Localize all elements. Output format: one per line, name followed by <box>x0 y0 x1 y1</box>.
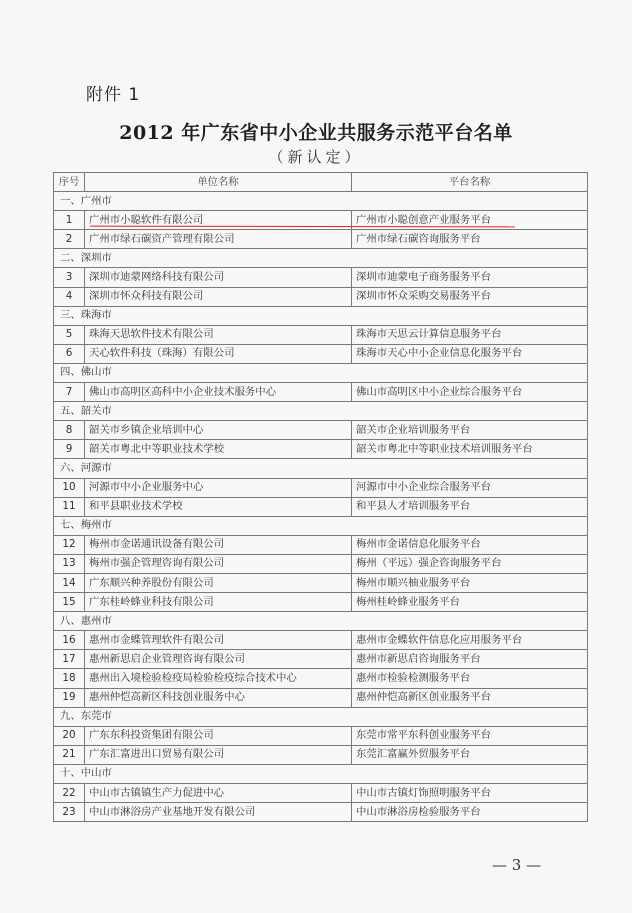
unit-name: 天心软件科技（珠海）有限公司 <box>85 344 352 363</box>
unit-name: 深圳市怀众科技有限公司 <box>85 287 352 306</box>
table-row <box>54 268 588 287</box>
row-number: 1 <box>54 211 85 230</box>
unit-name: 广州市小聪软件有限公司 <box>85 211 352 230</box>
region-label: 六、河源市 <box>54 459 588 478</box>
platform-name: 中山市淋浴房检验服务平台 <box>352 803 588 822</box>
table-row <box>54 421 588 440</box>
unit-name: 珠海天思软件技术有限公司 <box>85 325 352 344</box>
row-number: 9 <box>54 440 85 459</box>
region-label: 三、珠海市 <box>54 306 588 325</box>
platform-name: 中山市古镇灯饰照明服务平台 <box>352 784 588 803</box>
row-number: 17 <box>54 650 85 669</box>
table-row <box>54 325 588 344</box>
platform-name: 梅州桂岭蜂业服务平台 <box>352 593 588 612</box>
row-number: 19 <box>54 688 85 707</box>
platform-name: 梅州市金诺信息化服务平台 <box>352 535 588 554</box>
region-row <box>54 192 588 211</box>
column-header-number: 序号 <box>54 173 85 192</box>
table-row <box>54 230 588 249</box>
unit-name: 广东东科投资集团有限公司 <box>85 726 352 745</box>
table-row <box>54 440 588 459</box>
row-number: 5 <box>54 325 85 344</box>
row-number: 6 <box>54 344 85 363</box>
row-number: 13 <box>54 554 85 573</box>
table-row <box>54 650 588 669</box>
table-row <box>54 287 588 306</box>
unit-name: 韶关市粤北中等职业技术学校 <box>85 440 352 459</box>
platform-name: 惠州仲恺高新区创业服务平台 <box>352 688 588 707</box>
column-header-unit: 单位名称 <box>85 173 352 192</box>
region-row <box>54 516 588 535</box>
row-number: 8 <box>54 421 85 440</box>
row-number: 18 <box>54 669 85 688</box>
table-row <box>54 593 588 612</box>
row-number: 23 <box>54 803 85 822</box>
unit-name: 惠州市金蝶管理软件有限公司 <box>85 631 352 650</box>
row-number: 22 <box>54 784 85 803</box>
unit-name: 惠州出入境检验检疫局检验检疫综合技术中心 <box>85 669 352 688</box>
row-number: 21 <box>54 745 85 764</box>
region-label: 五、韶关市 <box>54 402 588 421</box>
table-row <box>54 631 588 650</box>
table-row <box>54 344 588 363</box>
table-row <box>54 535 588 554</box>
platform-name: 广州市小聪创意产业服务平台 <box>352 211 588 230</box>
unit-name: 惠州新思启企业管理咨询有限公司 <box>85 650 352 669</box>
region-row <box>54 402 588 421</box>
region-label: 九、东莞市 <box>54 707 588 726</box>
region-label: 八、惠州市 <box>54 612 588 631</box>
platform-list-table <box>53 172 588 822</box>
unit-name: 广东桂岭蜂业科技有限公司 <box>85 593 352 612</box>
document-subtitle: （新认定） <box>268 148 364 166</box>
platform-name: 和平县人才培训服务平台 <box>352 497 588 516</box>
table-row <box>54 383 588 402</box>
row-number: 3 <box>54 268 85 287</box>
table-row <box>54 784 588 803</box>
table-row <box>54 554 588 573</box>
row-number: 2 <box>54 230 85 249</box>
unit-name: 佛山市高明区高科中小企业技术服务中心 <box>85 383 352 402</box>
platform-name: 韶关市粤北中等职业技术培训服务平台 <box>352 440 588 459</box>
platform-name: 惠州市金蝶软件信息化应用服务平台 <box>352 631 588 650</box>
table-row <box>54 726 588 745</box>
platform-name: 河源市中小企业综合服务平台 <box>352 478 588 497</box>
table-header-row <box>54 173 588 192</box>
table-row <box>54 573 588 592</box>
platform-name: 深圳市怀众采购交易服务平台 <box>352 287 588 306</box>
platform-name: 广州市绿石碳咨询服务平台 <box>352 230 588 249</box>
unit-name: 中山市古镇镇生产力促进中心 <box>85 784 352 803</box>
row-number: 15 <box>54 593 85 612</box>
attachment-label: 附件 1 <box>86 85 141 105</box>
platform-name: 珠海市天思云计算信息服务平台 <box>352 325 588 344</box>
table-row <box>54 745 588 764</box>
region-row <box>54 306 588 325</box>
region-row <box>54 707 588 726</box>
table-row <box>54 497 588 516</box>
row-number: 7 <box>54 383 85 402</box>
region-label: 二、深圳市 <box>54 249 588 268</box>
table-row <box>54 478 588 497</box>
table-body <box>54 192 588 822</box>
unit-name: 和平县职业技术学校 <box>85 497 352 516</box>
unit-name: 中山市淋浴房产业基地开发有限公司 <box>85 803 352 822</box>
region-row <box>54 612 588 631</box>
platform-name: 韶关市企业培训服务平台 <box>352 421 588 440</box>
unit-name: 韶关市乡镇企业培训中心 <box>85 421 352 440</box>
unit-name: 惠州仲恺高新区科技创业服务中心 <box>85 688 352 707</box>
row-number: 14 <box>54 573 85 592</box>
row-number: 20 <box>54 726 85 745</box>
platform-name: 珠海市天心中小企业信息化服务平台 <box>352 344 588 363</box>
platform-name: 梅州（平远）强企咨询服务平台 <box>352 554 588 573</box>
platform-name: 深圳市迪蒙电子商务服务平台 <box>352 268 588 287</box>
document-title: 2012 年广东省中小企业共服务示范平台名单 <box>119 122 513 144</box>
platform-name: 惠州市检验检测服务平台 <box>352 669 588 688</box>
row-number: 4 <box>54 287 85 306</box>
unit-name: 梅州市强企管理咨询有限公司 <box>85 554 352 573</box>
row-number: 11 <box>54 497 85 516</box>
platform-name: 惠州市新思启咨询服务平台 <box>352 650 588 669</box>
platform-name: 东莞市常平东科创业服务平台 <box>352 726 588 745</box>
region-row <box>54 459 588 478</box>
region-row <box>54 249 588 268</box>
unit-name: 深圳市迪蒙网络科技有限公司 <box>85 268 352 287</box>
row-number: 10 <box>54 478 85 497</box>
platform-name: 梅州市顺兴柚业服务平台 <box>352 573 588 592</box>
region-label: 四、佛山市 <box>54 363 588 382</box>
page-number: — 3 — <box>492 856 542 874</box>
column-header-platform: 平台名称 <box>352 173 588 192</box>
table-row <box>54 803 588 822</box>
table-row <box>54 688 588 707</box>
unit-name: 广州市绿石碳资产管理有限公司 <box>85 230 352 249</box>
region-label: 十、中山市 <box>54 764 588 783</box>
region-row <box>54 764 588 783</box>
row-number: 16 <box>54 631 85 650</box>
region-label: 一、广州市 <box>54 192 588 211</box>
platform-name: 佛山市高明区中小企业综合服务平台 <box>352 383 588 402</box>
platform-name: 东莞汇富赢外贸服务平台 <box>352 745 588 764</box>
unit-name: 河源市中小企业服务中心 <box>85 478 352 497</box>
region-row <box>54 363 588 382</box>
unit-name: 广东汇富进出口贸易有限公司 <box>85 745 352 764</box>
row-number: 12 <box>54 535 85 554</box>
unit-name: 梅州市金诺通讯设备有限公司 <box>85 535 352 554</box>
table-row <box>54 669 588 688</box>
region-label: 七、梅州市 <box>54 516 588 535</box>
unit-name: 广东顺兴种养股份有限公司 <box>85 573 352 592</box>
